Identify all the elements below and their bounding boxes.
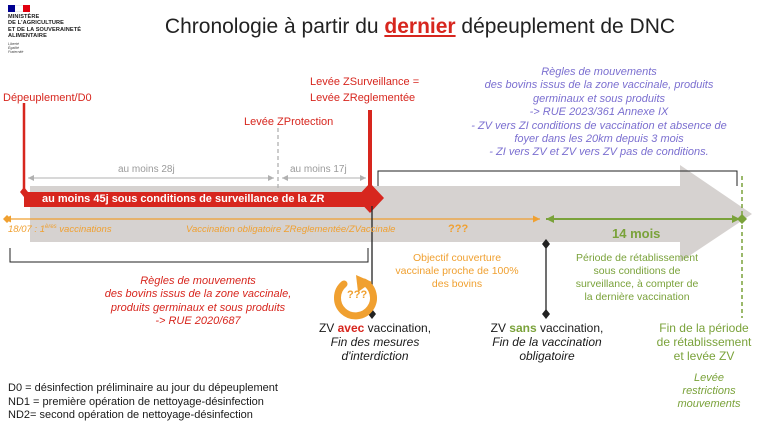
legend-d0: D0 = désinfection préliminaire au jour du dépeuplement: [8, 382, 278, 394]
duration-28j: au moins 28j: [118, 164, 175, 175]
duration-17j: au moins 17j: [290, 164, 347, 175]
rules-bottom: Règles de mouvements des bovins issus de la zone vaccinale, produits germinaux et sous produits -> RUE 2020/687: [104, 275, 292, 328]
fin-periode: Fin de la période de rétablissement et levée ZV: [656, 321, 752, 363]
circle-unknown-label: ???: [347, 289, 368, 301]
objectif-couverture: Objectif couverture vaccinale proche de 100% des bovins: [395, 252, 519, 290]
zv-avec-vaccination: ZV avec vaccination, Fin des mesures d'interdiction: [318, 321, 432, 363]
vaccination-obligatoire-label: Vaccination obligatoire ZReglementée/ZVaccinale: [186, 224, 396, 235]
zv-sans-vaccination: ZV sans vaccination, Fin de la vaccination obligatoire: [490, 321, 604, 363]
timeline-arrow: [30, 165, 752, 262]
unknown-duration-label: ???: [448, 223, 469, 235]
quatorze-mois-label: 14 mois: [612, 226, 661, 241]
periode-retablissement: Période de rétablissement sous conditions de surveillance, à compter de la dernière vaccination: [575, 252, 699, 303]
levee-restrictions: Levée restrictions mouvements: [677, 372, 741, 410]
first-vaccinations-label: 18/07 : 1ères vaccinations: [8, 224, 112, 236]
title-highlight: dernier: [384, 15, 456, 38]
surveillance-bar-text: au moins 45j sous conditions de surveillance de la ZR: [42, 193, 325, 205]
levee-zreglementee-label: Levée ZReglementée: [310, 92, 416, 104]
page-title: Chronologie à partir du dernier dépeuplement de DNC: [164, 15, 676, 38]
bottom-bracket: [10, 248, 368, 262]
legend-nd1: ND1 = première opération de nettoyage-désinfection: [8, 395, 264, 408]
rules-top: Règles de mouvements des bovins issus de la zone vaccinale, produits germinaux et sous produits -> RUE 2023/361 Annexe IX - ZV vers ZI conditions de vaccination et absence de foyer dans les 20km depuis 3 mois - ZI vers ZV et ZV vers ZV pas de conditions.: [471, 66, 727, 159]
levee-zprotection-label: Levée ZProtection: [244, 116, 334, 128]
depeuplement-label: Dépeuplement/D0: [3, 92, 92, 104]
legend: [8, 382, 278, 423]
legend-nd2: ND2= second opération de nettoyage-désinfection: [8, 409, 253, 421]
republic-motto: Liberté Égalité Fraternité: [8, 41, 24, 55]
levee-zsurveillance-label: Levée ZSurveillance =: [310, 76, 420, 88]
ministry-name: MINISTÈRE DE L'AGRICULTURE ET DE LA SOUVERAINETÉ ALIMENTAIRE: [8, 14, 82, 40]
